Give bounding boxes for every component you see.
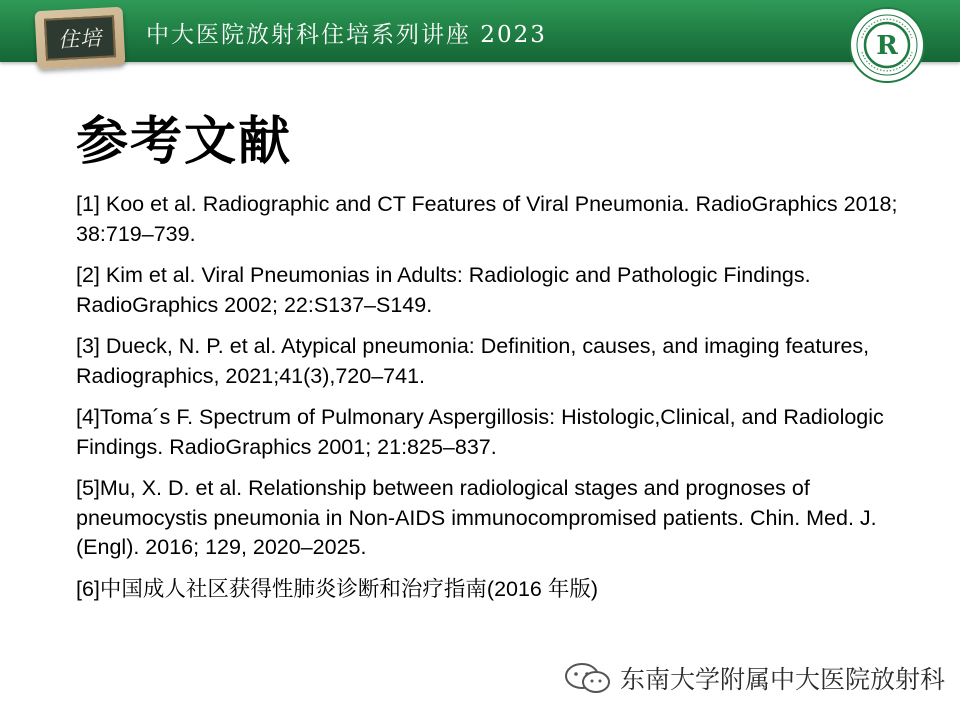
residency-badge [35, 7, 126, 70]
reference-item-3: [3] Dueck, N. P. et al. Atypical pneumonia: Definition, causes, and imaging features, Radiographics, 2021;41(3),720–741. [76, 334, 870, 388]
badge-text: 住培 [57, 25, 103, 53]
logo-letter: R [876, 31, 898, 61]
reference-item-4: [4]Toma´s F. Spectrum of Pulmonary Aspergillosis: Histologic,Clinical, and Radiologic Findings. RadioGraphics 2001; 21:825–837. [76, 405, 884, 459]
reference-list [76, 190, 916, 616]
header-bar [0, 0, 960, 62]
badge-chalkboard [44, 15, 116, 61]
reference-item-5: [5]Mu, X. D. et al. Relationship between radiological stages and prognoses of pneumocystis pneumonia in Non-AIDS immunocompromised patients. Chin. Med. J. (Engl). 2016; 129, 2020–2025. [76, 476, 877, 559]
footer-watermark [562, 660, 945, 696]
page-title: 参考文献 [76, 112, 293, 172]
hospital-logo [848, 6, 926, 84]
reference-item-2: [2] Kim et al. Viral Pneumonias in Adults: Radiologic and Pathologic Findings. RadioGraphics 2002; 22:S137–S149. [76, 263, 811, 317]
wechat-icon [562, 661, 614, 695]
reference-item-6: [6]中国成人社区获得性肺炎诊断和治疗指南(2016 年版) [76, 576, 599, 601]
footer-text: 东南大学附属中大医院放射科 [620, 666, 946, 694]
series-title: 中大医院放射科住培系列讲座 2023 [146, 22, 547, 48]
reference-item-1: [1] Koo et al. Radiographic and CT Features of Viral Pneumonia. RadioGraphics 2018; 38:719–739. [76, 192, 898, 246]
